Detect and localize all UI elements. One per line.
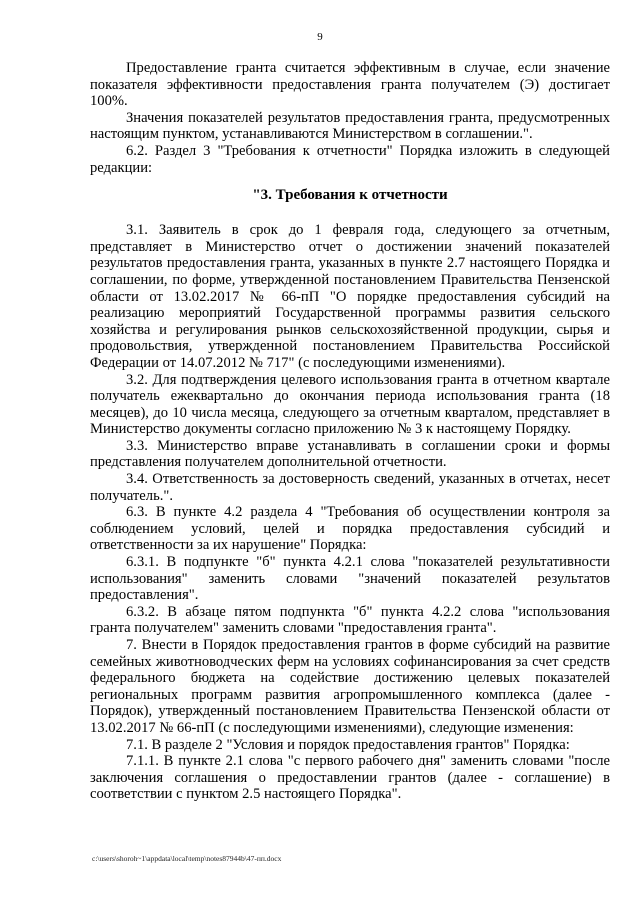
- paragraph-6-3: 6.3. В пункте 4.2 раздела 4 "Требования об осуществлении контроля за соблюдением условий, целей и порядка предоставления субсидий и ответственности за их нарушение" Порядка:: [90, 504, 610, 554]
- paragraph-7: 7. Внести в Порядок предоставления грантов в форме субсидий на развитие семейных животноводческих ферм на условиях софинансирования за счет средств федерального бюджета на содействие достижению целевых показателей региональных программ развития агропромышленного комплекса (далее - Порядок), утвержденный постановлением Правительства Пензенской области от 13.02.2017 № 66-пП (с последующими изменениями), следующие изменения:: [90, 637, 610, 736]
- paragraph-effectiveness: Предоставление гранта считается эффективным в случае, если значение показателя эффективности предоставления гранта получателем (Э) достигает 100%.: [90, 60, 610, 110]
- paragraph-6-2: 6.2. Раздел 3 "Требования к отчетности" Порядка изложить в следующей редакции:: [90, 142, 610, 176]
- paragraph-3-2: 3.2. Для подтверждения целевого использования гранта в отчетном квартале получатель ежеквартально до окончания периода использования гранта (18 месяцев), до 10 числа месяца, следующего за отчетным кварталом, представляет в Министерство документы согласно приложению № 3 к настоящему Порядку.: [90, 371, 610, 438]
- paragraph-3-1: 3.1. Заявитель в срок до 1 февраля года, следующего за отчетным, представляет в Министерство отчет о достижении значений показателей результатов предоставления гранта, указанных в пункте 2.7 настоящего Порядка и соглашении, по форме, утвержденной постановлением Правительства Пензенской области от 13.02.2017 № 66-пП "О порядке предоставления субсидий на реализацию мероприятий Государственной программы развития сельского хозяйства и регулирования рынков сельскохозяйственной продукции, сырья и продовольствия, утвержденной постановлением Правительства Российской Федерации от 14.07.2012 № 717" (с последующими изменениями).: [90, 222, 610, 371]
- paragraph-3-4: 3.4. Ответственность за достоверность сведений, указанных в отчетах, несет получатель.".: [90, 471, 610, 504]
- paragraph-7-1-1: 7.1.1. В пункте 2.1 слова "с первого рабочего дня" заменить словами "после заключения соглашения о предоставлении грантов (далее - соглашение) в соответствии с пунктом 2.5 настоящего Порядка".: [90, 753, 610, 803]
- paragraph-3-3: 3.3. Министерство вправе устанавливать в соглашении сроки и формы представления получателем дополнительной отчетности.: [90, 437, 610, 471]
- page-number: 9: [317, 31, 323, 43]
- paragraph-7-1: 7.1. В разделе 2 "Условия и порядок предоставления грантов" Порядка:: [126, 736, 570, 753]
- section-heading: "3. Требования к отчетности: [252, 187, 448, 204]
- paragraph-indicator-values: Значения показателей результатов предоставления гранта, предусмотренных настоящим пунктом, устанавливаются Министерством в соглашении.".: [90, 109, 610, 143]
- paragraph-6-3-2: 6.3.2. В абзаце пятом подпункта "б" пункта 4.2.2 слова "использования гранта получателем" заменить словами "предоставления гранта".: [90, 603, 610, 637]
- paragraph-6-3-1: 6.3.1. В подпункте "б" пункта 4.2.1 слова "показателей результативности использования" заменить словами "значений показателей результатов предоставления".: [90, 554, 610, 604]
- document-body: [90, 60, 610, 803]
- file-path-footer: c:\users\shoroh~1\appdata\local\temp\notes87944b\47-пп.docx: [92, 854, 282, 863]
